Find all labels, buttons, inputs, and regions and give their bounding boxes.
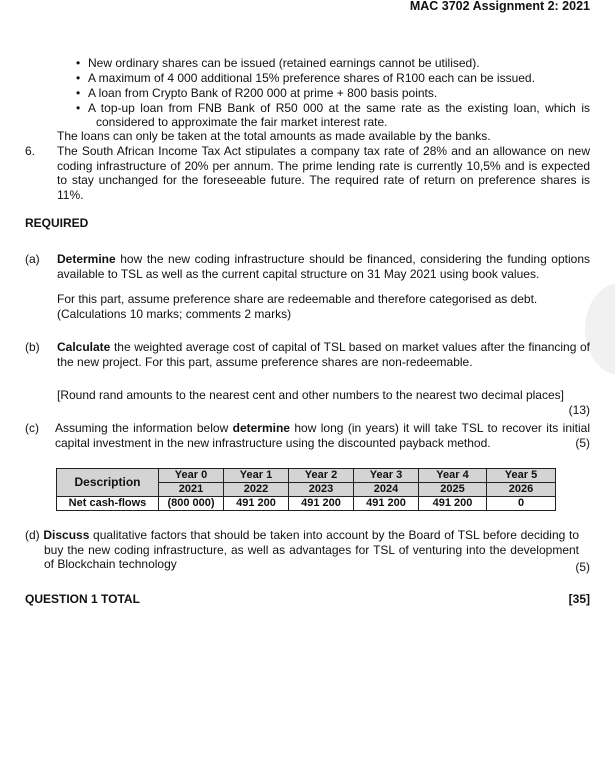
part-a-note: For this part, assume preference share are redeemable and therefore categorised as debt.: [57, 292, 538, 306]
part-c-marks: (5): [575, 436, 590, 450]
required-heading: REQUIRED: [25, 216, 89, 230]
page-header: MAC 3702 Assignment 2: 2021: [409, 0, 590, 13]
item-number: 6.: [25, 144, 36, 158]
part-c-label: (c): [25, 421, 39, 435]
question-total-label: QUESTION 1 TOTAL: [25, 592, 140, 606]
table-row: [57, 469, 556, 483]
year-value: 2025: [419, 483, 487, 497]
year-value: 2024: [354, 483, 419, 497]
bullet-icon: •: [76, 71, 81, 85]
bullet-icon: •: [76, 101, 81, 115]
bullet-item: [76, 71, 590, 86]
year-label: Year 3: [354, 469, 419, 483]
year-label: Year 5: [487, 469, 556, 483]
cashflow-cell: 491 200: [224, 497, 289, 511]
year-value: 2023: [289, 483, 354, 497]
row-label: Net cash-flows: [57, 497, 159, 511]
bullet-item: [76, 86, 590, 101]
question-total-marks: [35]: [568, 592, 590, 606]
year-value: 2026: [487, 483, 556, 497]
part-d-marks: (5): [575, 560, 590, 574]
loans-note: The loans can only be taken at the total amounts as made available by the banks.: [57, 129, 491, 143]
part-b-text: Calculate the weighted average cost of capital of TSL based on market values after the financing of the new project. For this part, assume preference shares are non-redeemable.: [57, 340, 590, 369]
part-a-calc: (Calculations 10 marks; comments 2 marks): [57, 307, 292, 321]
bullet-text: A loan from Crypto Bank of R200 000 at prime + 800 basis points.: [88, 86, 438, 100]
bullet-text: A maximum of 4 000 additional 15% preference shares of R100 each can be issued.: [88, 71, 535, 85]
part-a-label: (a): [25, 252, 40, 266]
part-a-text: Determine how the new coding infrastructure should be financed, considering the funding options available to TSL as well as the current capital structure on 31 May 2021 using book values.: [57, 252, 590, 281]
year-label: Year 1: [224, 469, 289, 483]
item-6-text: The South African Income Tax Act stipulates a company tax rate of 28% and an allowance on new coding infrastructure of 20% per annum. The prime lending rate is currently 10,5% and is expected to stay unchanged for the foreseeable future. The required rate of return on preference shares is 11%.: [57, 144, 590, 202]
year-value: 2021: [159, 483, 224, 497]
bullet-text: New ordinary shares can be issued (retained earnings cannot be utilised).: [88, 56, 480, 70]
description-header: Description: [57, 469, 159, 497]
part-d-text: (d) Discuss qualitative factors that should be taken into account by the Board of TSL before deciding to buy the new coding infrastructure, as well as advantages for TSL of venturing into the development of Blockchain technology: [25, 528, 579, 571]
part-c-text: Assuming the information below determine how long (in years) it will take TSL to recover its initial capital investment in the new infrastructure using the discounted payback method.: [55, 421, 591, 450]
bullet-item: [76, 56, 590, 71]
table-row: [57, 497, 556, 511]
bullet-icon: •: [76, 56, 81, 70]
year-value: 2022: [224, 483, 289, 497]
bullet-icon: •: [76, 86, 81, 100]
cashflow-cell: 0: [487, 497, 556, 511]
bullet-continuation: considered to approximate the fair market interest rate.: [96, 115, 388, 129]
cashflow-cell: 491 200: [354, 497, 419, 511]
year-label: Year 4: [419, 469, 487, 483]
bullet-text: A top-up loan from FNB Bank of R50 000 at the same rate as the existing loan, which is: [88, 101, 590, 115]
cashflow-cell: 491 200: [419, 497, 487, 511]
part-b-round: [Round rand amounts to the nearest cent and other numbers to the nearest two decimal places]: [57, 388, 564, 402]
cashflow-table: [56, 468, 556, 511]
part-b-marks: (13): [568, 403, 590, 417]
part-b-label: (b): [25, 340, 40, 354]
year-label: Year 2: [289, 469, 354, 483]
cashflow-cell: (800 000): [159, 497, 224, 511]
cashflow-cell: 491 200: [289, 497, 354, 511]
bullet-item: [76, 101, 590, 116]
year-label: Year 0: [159, 469, 224, 483]
